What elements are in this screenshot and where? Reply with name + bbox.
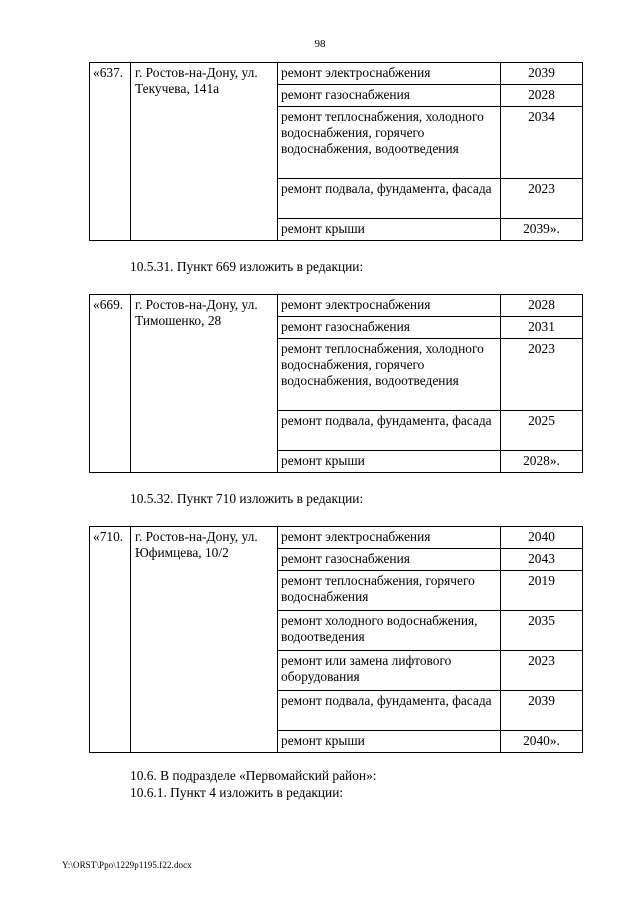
work-year: 2031 (501, 317, 583, 339)
work-type: ремонт электроснабжения (278, 295, 501, 317)
work-year: 2028 (501, 85, 583, 107)
work-type: ремонт крыши (278, 451, 501, 473)
repair-table-637 (89, 62, 583, 241)
repair-table-710 (89, 526, 583, 753)
work-type: ремонт крыши (278, 731, 501, 753)
work-year: 2023 (501, 179, 583, 219)
work-type: ремонт теплоснабжения, горячего водоснабжения (278, 571, 501, 611)
work-year: 2028 (501, 295, 583, 317)
work-year: 2023 (501, 339, 583, 411)
work-type: ремонт или замена лифтового оборудования (278, 651, 501, 691)
item-number: «637. (90, 63, 131, 241)
work-type: ремонт подвала, фундамента, фасада (278, 691, 501, 731)
table-row (90, 295, 583, 317)
repair-table-669 (89, 294, 583, 473)
work-year: 2034 (501, 107, 583, 179)
work-type: ремонт электроснабжения (278, 527, 501, 549)
work-year: 2043 (501, 549, 583, 571)
table-row (90, 527, 583, 549)
work-year: 2039 (501, 691, 583, 731)
work-type: ремонт теплоснабжения, холодного водоснабжения, горячего водоснабжения, водоотведения (278, 107, 501, 179)
work-year: 2040». (501, 731, 583, 753)
work-type: ремонт холодного водоснабжения, водоотведения (278, 611, 501, 651)
work-year: 2039 (501, 63, 583, 85)
work-type: ремонт электроснабжения (278, 63, 501, 85)
work-year: 2019 (501, 571, 583, 611)
file-path-footer: Y:\ORST\Ppo\1229p1195.f22.docx (62, 860, 192, 870)
paragraph: 10.6.1. Пункт 4 изложить в редакции: (130, 785, 344, 800)
work-year: 2025 (501, 411, 583, 451)
paragraph: 10.6. В подразделе «Первомайский район»: (130, 768, 377, 783)
item-address: г. Ростов-на-Дону, ул. Тимошенко, 28 (131, 295, 278, 473)
work-type: ремонт подвала, фундамента, фасада (278, 179, 501, 219)
item-address: г. Ростов-на-Дону, ул. Текучева, 141а (131, 63, 278, 241)
page-number: 98 (314, 38, 326, 50)
work-year: 2035 (501, 611, 583, 651)
work-type: ремонт крыши (278, 219, 501, 241)
paragraph: 10.5.31. Пункт 669 изложить в редакции: (130, 259, 364, 274)
work-type: ремонт газоснабжения (278, 317, 501, 339)
work-year: 2023 (501, 651, 583, 691)
table-row (90, 63, 583, 85)
work-type: ремонт теплоснабжения, холодного водоснабжения, горячего водоснабжения, водоотведения (278, 339, 501, 411)
work-type: ремонт подвала, фундамента, фасада (278, 411, 501, 451)
work-year: 2040 (501, 527, 583, 549)
work-type: ремонт газоснабжения (278, 549, 501, 571)
work-type: ремонт газоснабжения (278, 85, 501, 107)
item-number: «710. (90, 527, 131, 753)
work-year: 2028». (501, 451, 583, 473)
paragraph: 10.5.32. Пункт 710 изложить в редакции: (130, 491, 364, 506)
item-number: «669. (90, 295, 131, 473)
item-address: г. Ростов-на-Дону, ул. Юфимцева, 10/2 (131, 527, 278, 753)
work-year: 2039». (501, 219, 583, 241)
